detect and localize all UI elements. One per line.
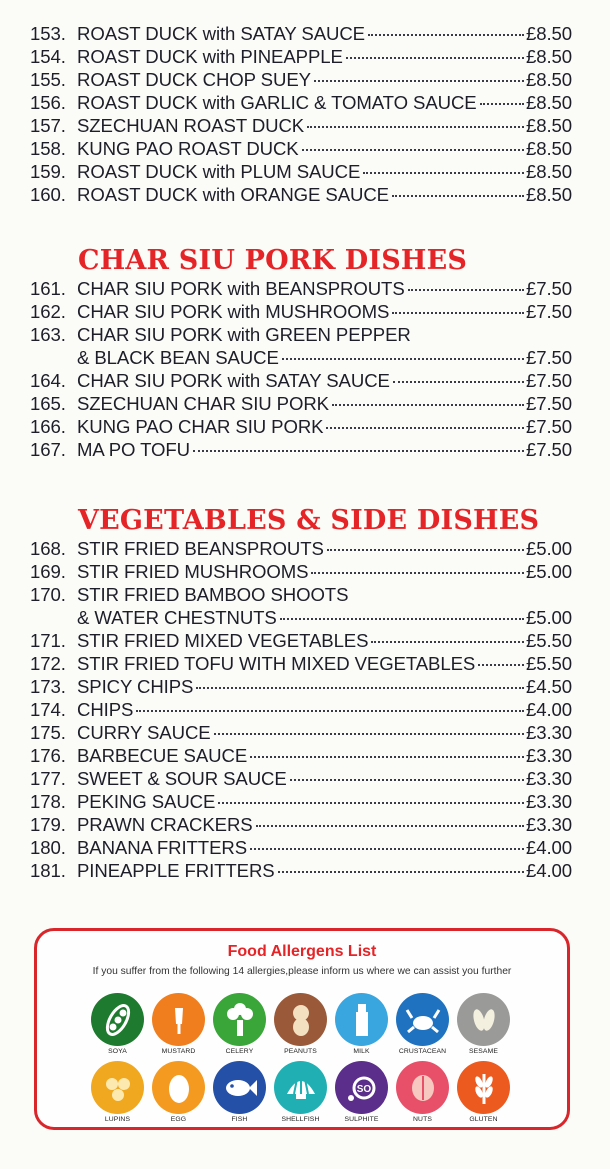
item-name: ROAST DUCK with ORANGE SAUCE <box>77 184 389 205</box>
dot-leader <box>196 687 524 689</box>
allergen-label: CRUSTACEAN <box>398 1048 447 1055</box>
menu-item <box>30 277 572 300</box>
soya-icon <box>91 993 144 1046</box>
allergen-label: GLUTEN <box>469 1116 498 1123</box>
allergen-label: PEANUTS <box>284 1048 317 1055</box>
item-price: £7.50 <box>525 370 572 391</box>
menu-item <box>30 369 572 392</box>
dot-leader <box>250 756 524 758</box>
item-name: STIR FRIED TOFU WITH MIXED VEGETABLES <box>77 653 476 674</box>
item-number: 171. <box>30 630 66 651</box>
dot-leader <box>363 172 524 174</box>
dot-leader <box>368 34 524 36</box>
allergen-item <box>148 993 209 1058</box>
item-name: PRAWN CRACKERS <box>77 814 253 835</box>
allergen-label: SOYA <box>108 1048 127 1055</box>
dot-leader <box>314 80 524 82</box>
item-name: SZECHUAN ROAST DUCK <box>77 115 305 136</box>
allergen-label: MUSTARD <box>161 1048 196 1055</box>
item-name: PEKING SAUCE <box>77 791 216 812</box>
dot-leader <box>392 312 524 314</box>
shellfish-icon <box>274 1061 327 1114</box>
allergen-item <box>148 1061 209 1126</box>
item-number: 164. <box>30 370 66 391</box>
item-price: £3.30 <box>525 814 572 835</box>
item-name: ROAST DUCK with SATAY SAUCE <box>77 23 365 44</box>
allergen-label: SESAME <box>469 1048 498 1055</box>
dot-leader <box>332 404 524 406</box>
item-name: KUNG PAO ROAST DUCK <box>77 138 299 159</box>
item-number: 174. <box>30 699 66 720</box>
menu-item <box>30 744 572 767</box>
item-price: £3.30 <box>525 768 572 789</box>
dot-leader <box>256 825 524 827</box>
item-name: BARBECUE SAUCE <box>77 745 248 766</box>
allergen-label: MILK <box>353 1048 370 1055</box>
svg-text:SO: SO <box>356 1083 371 1095</box>
item-number: 161. <box>30 278 66 299</box>
menu-item <box>30 537 572 560</box>
item-number: 172. <box>30 653 66 674</box>
sesame-icon <box>457 993 510 1046</box>
char-siu-heading: CHAR SIU PORK DISHES <box>78 245 468 276</box>
allergen-item <box>392 993 453 1058</box>
menu-item <box>30 160 572 183</box>
item-name: CHAR SIU PORK with SATAY SAUCE <box>77 370 390 391</box>
menu-item <box>30 629 572 652</box>
dot-leader <box>193 450 524 452</box>
item-name: ROAST DUCK with PINEAPPLE <box>77 46 343 67</box>
item-number: 179. <box>30 814 66 835</box>
menu-item <box>30 859 572 882</box>
menu-item <box>30 137 572 160</box>
item-name: PINEAPPLE FRITTERS <box>77 860 275 881</box>
menu-item <box>30 813 572 836</box>
menu-item <box>30 91 572 114</box>
item-name: & BLACK BEAN SAUCE <box>77 347 279 368</box>
item-name: ROAST DUCK with PLUM SAUCE <box>77 161 361 182</box>
item-price: £8.50 <box>525 69 572 90</box>
menu-item <box>30 323 572 346</box>
dot-leader <box>371 641 524 643</box>
menu-item <box>30 698 572 721</box>
menu-item <box>30 583 572 606</box>
item-number: 169. <box>30 561 66 582</box>
item-name: SZECHUAN CHAR SIU PORK <box>77 393 329 414</box>
item-name: MA PO TOFU <box>77 439 190 460</box>
allergen-label: CELERY <box>225 1048 254 1055</box>
item-number: 176. <box>30 745 66 766</box>
menu-item <box>30 392 572 415</box>
dot-leader <box>326 427 524 429</box>
allergen-note: If you suffer from the following 14 allergies,please inform us where we can assist you further <box>92 966 512 977</box>
item-number: 157. <box>30 115 66 136</box>
item-price: £4.00 <box>525 837 572 858</box>
dot-leader <box>290 779 524 781</box>
item-number: 168. <box>30 538 66 559</box>
dot-leader <box>480 103 524 105</box>
item-number: 170. <box>30 584 66 605</box>
item-name: CURRY SAUCE <box>77 722 211 743</box>
item-name: STIR FRIED BEANSPROUTS <box>77 538 324 559</box>
item-name: STIR FRIED MIXED VEGETABLES <box>77 630 369 651</box>
fish-icon <box>213 1061 266 1114</box>
item-number: 158. <box>30 138 66 159</box>
item-name: BANANA FRITTERS <box>77 837 248 858</box>
dot-leader <box>280 618 524 620</box>
menu-item <box>30 790 572 813</box>
item-price: £8.50 <box>525 184 572 205</box>
duck-section <box>30 22 572 206</box>
item-number: 180. <box>30 837 66 858</box>
dot-leader <box>218 802 524 804</box>
item-name: & WATER CHESTNUTS <box>77 607 277 628</box>
item-price: £4.00 <box>525 860 572 881</box>
item-price: £4.00 <box>525 699 572 720</box>
item-number: 167. <box>30 439 66 460</box>
dot-leader <box>346 57 524 59</box>
item-number: 173. <box>30 676 66 697</box>
allergen-label: LUPINS <box>104 1116 131 1123</box>
menu-item <box>30 721 572 744</box>
allergen-item <box>87 1061 148 1126</box>
dot-leader <box>282 358 524 360</box>
dot-leader <box>478 664 524 666</box>
item-number: 154. <box>30 46 66 67</box>
item-name: SPICY CHIPS <box>77 676 194 697</box>
celery-icon <box>213 993 266 1046</box>
item-name: CHAR SIU PORK with MUSHROOMS <box>77 301 390 322</box>
item-name: ROAST DUCK CHOP SUEY <box>77 69 311 90</box>
item-price: £7.50 <box>525 439 572 460</box>
item-price: £8.50 <box>525 161 572 182</box>
mustard-icon <box>152 993 205 1046</box>
item-name: CHAR SIU PORK with GREEN PEPPER <box>77 324 411 345</box>
menu-item <box>30 68 572 91</box>
allergen-item <box>270 1061 331 1126</box>
allergen-item <box>331 1061 392 1126</box>
allergen-item <box>209 1061 270 1126</box>
item-price: £3.30 <box>525 722 572 743</box>
menu-item <box>30 767 572 790</box>
menu-item <box>30 606 572 629</box>
allergen-item <box>270 993 331 1058</box>
item-number: 153. <box>30 23 66 44</box>
dot-leader <box>214 733 524 735</box>
item-number: 175. <box>30 722 66 743</box>
dot-leader <box>307 126 524 128</box>
menu-item <box>30 675 572 698</box>
item-name: SWEET & SOUR SAUCE <box>77 768 287 789</box>
item-number: 181. <box>30 860 66 881</box>
item-number: 165. <box>30 393 66 414</box>
allergen-item <box>87 993 148 1058</box>
item-name: KUNG PAO CHAR SIU PORK <box>77 416 324 437</box>
item-price: £5.50 <box>525 653 572 674</box>
allergen-label: NUTS <box>413 1116 432 1123</box>
dot-leader <box>327 549 524 551</box>
allergen-grid <box>87 993 517 1126</box>
nuts-icon <box>396 1061 449 1114</box>
menu-item <box>30 652 572 675</box>
item-name: CHIPS <box>77 699 134 720</box>
menu-item <box>30 560 572 583</box>
allergen-label: EGG <box>170 1116 187 1123</box>
dot-leader <box>278 871 524 873</box>
item-price: £5.00 <box>525 607 572 628</box>
dot-leader <box>136 710 524 712</box>
allergen-item <box>331 993 392 1058</box>
item-name: ROAST DUCK with GARLIC & TOMATO SAUCE <box>77 92 477 113</box>
dot-leader <box>311 572 524 574</box>
item-number: 177. <box>30 768 66 789</box>
allergen-label: FISH <box>231 1116 248 1123</box>
item-price: £8.50 <box>525 115 572 136</box>
allergen-title: Food Allergens List <box>227 943 377 960</box>
item-price: £8.50 <box>525 46 572 67</box>
char-siu-section <box>30 277 572 461</box>
allergen-label: SHELLFISH <box>281 1116 320 1123</box>
item-price: £7.50 <box>525 278 572 299</box>
menu-item <box>30 346 572 369</box>
item-price: £7.50 <box>525 347 572 368</box>
allergen-item <box>209 993 270 1058</box>
milk-icon <box>335 993 388 1046</box>
menu-item <box>30 438 572 461</box>
item-number: 166. <box>30 416 66 437</box>
allergen-item <box>453 1061 514 1126</box>
menu-item <box>30 300 572 323</box>
menu-item <box>30 114 572 137</box>
item-price: £7.50 <box>525 301 572 322</box>
item-number: 163. <box>30 324 66 345</box>
item-price: £8.50 <box>525 92 572 113</box>
allergen-item <box>392 1061 453 1126</box>
item-number: 155. <box>30 69 66 90</box>
crustacean-icon <box>396 993 449 1046</box>
item-number: 178. <box>30 791 66 812</box>
item-name: STIR FRIED MUSHROOMS <box>77 561 309 582</box>
lupins-icon <box>91 1061 144 1114</box>
item-price: £3.30 <box>525 791 572 812</box>
item-number: 156. <box>30 92 66 113</box>
item-price: £8.50 <box>525 138 572 159</box>
item-name: CHAR SIU PORK with BEANSPROUTS <box>77 278 405 299</box>
menu-item <box>30 183 572 206</box>
item-number: 162. <box>30 301 66 322</box>
item-price: £5.00 <box>525 561 572 582</box>
egg-icon <box>152 1061 205 1114</box>
vegetables-heading: VEGETABLES & SIDE DISHES <box>78 505 540 536</box>
sulphite-icon <box>335 1061 388 1114</box>
allergen-label: SULPHITE <box>344 1116 379 1123</box>
menu-item <box>30 415 572 438</box>
peanuts-icon <box>274 993 327 1046</box>
allergen-panel <box>34 928 570 1130</box>
menu-item <box>30 45 572 68</box>
item-price: £5.00 <box>525 538 572 559</box>
gluten-icon <box>457 1061 510 1114</box>
item-number: 159. <box>30 161 66 182</box>
dot-leader <box>408 289 524 291</box>
dot-leader <box>302 149 524 151</box>
item-price: £4.50 <box>525 676 572 697</box>
menu-item <box>30 836 572 859</box>
dot-leader <box>393 381 524 383</box>
item-price: £3.30 <box>525 745 572 766</box>
dot-leader <box>392 195 524 197</box>
dot-leader <box>250 848 524 850</box>
item-price: £5.50 <box>525 630 572 651</box>
vegetables-section <box>30 537 572 882</box>
menu-item <box>30 22 572 45</box>
item-price: £7.50 <box>525 416 572 437</box>
item-price: £7.50 <box>525 393 572 414</box>
item-price: £8.50 <box>525 23 572 44</box>
item-number: 160. <box>30 184 66 205</box>
allergen-item <box>453 993 514 1058</box>
item-name: STIR FRIED BAMBOO SHOOTS <box>77 584 349 605</box>
